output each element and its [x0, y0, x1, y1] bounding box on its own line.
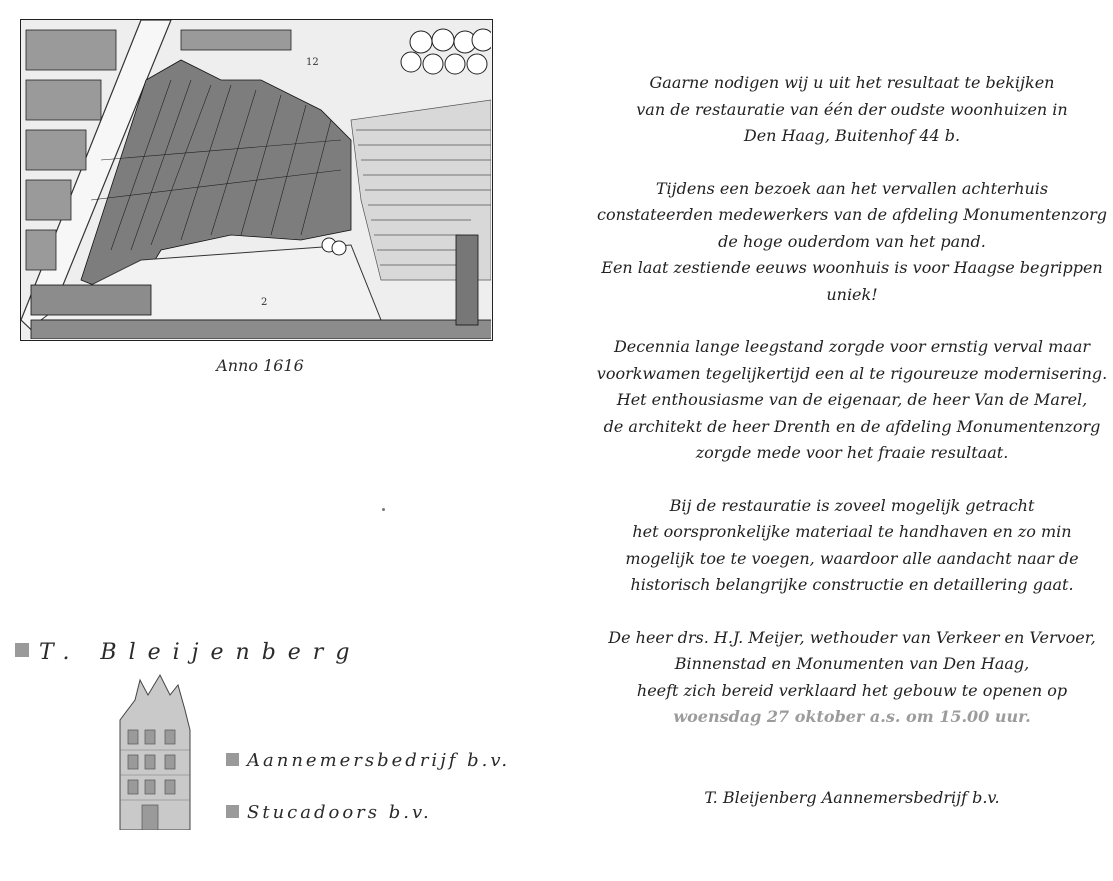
division-label: Stucadoors b.v.	[247, 802, 432, 823]
division-stucadoors	[226, 802, 432, 823]
invitation-paragraph-4	[592, 493, 1112, 599]
text-line: uniek!	[826, 284, 878, 304]
division-label: Aannemersbedrijf b.v.	[247, 750, 511, 771]
text-line: de hoge ouderdom van het pand.	[718, 231, 986, 251]
opening-date: woensdag 27 oktober a.s. om 15.00 uur.	[673, 707, 1031, 726]
text-line: Bij de restauratie is zoveel mogelijk getracht	[669, 495, 1035, 515]
invitation-paragraph-1	[592, 70, 1112, 150]
text-line: van de restauratie van één der oudste woonhuizen in	[636, 99, 1068, 119]
map-caption: Anno 1616	[216, 356, 304, 375]
square-bullet-icon	[226, 805, 239, 818]
text-line: de architekt de heer Drenth en de afdeling Monumentenzorg	[603, 416, 1101, 436]
text-line: De heer drs. H.J. Meijer, wethouder van Verkeer en Vervoer,	[608, 627, 1096, 647]
map-label-2: 2	[261, 297, 268, 308]
text-line: Gaarne nodigen wij u uit het resultaat te bekijken	[649, 73, 1055, 92]
historic-map-image	[20, 19, 493, 341]
text-line: Tijdens een bezoek aan het vervallen achterhuis	[655, 178, 1049, 198]
signature: T. Bleijenberg Aannemersbedrijf b.v.	[704, 788, 1000, 807]
text-line: Het enthousiasme van de eigenaar, de heer Van de Marel,	[616, 390, 1088, 409]
text-line: zorgde mede voor het fraaie resultaat.	[695, 443, 1009, 462]
text-line: constateerden medewerkers van de afdeling Monumentenzorg	[597, 205, 1107, 224]
invitation-paragraph-3	[592, 334, 1112, 467]
building-sketch-image	[110, 670, 195, 830]
map-label-12: 12	[306, 57, 319, 68]
square-bullet-icon	[226, 753, 239, 766]
company-name	[15, 640, 361, 665]
text-line: Een laat zestiende eeuws woonhuis is voor Haagse begrippen	[601, 258, 1103, 277]
text-line: het oorspronkelijke materiaal te handhaven en zo min	[632, 522, 1072, 541]
text-line: heeft zich bereid verklaard het gebouw te openen op	[636, 680, 1068, 700]
division-aannemersbedrijf	[226, 750, 510, 771]
text-line: mogelijk toe te voegen, waardoor alle aandacht naar de	[625, 548, 1079, 568]
text-line: Decennia lange leegstand zorgde voor ernstig verval maar	[613, 337, 1091, 356]
invitation-text	[592, 70, 1112, 757]
text-line: Binnenstad en Monumenten van Den Haag,	[674, 654, 1030, 673]
text-line: voorkwamen tegelijkertijd een al te rigoureuze modernisering.	[596, 363, 1108, 383]
invitation-paragraph-5	[592, 625, 1112, 731]
square-bullet-icon	[15, 643, 29, 657]
text-line: historisch belangrijke constructie en detaillering gaat.	[630, 575, 1074, 594]
scan-speck	[382, 508, 385, 511]
company-name-text: T. Bleijenberg	[39, 640, 362, 665]
invitation-paragraph-2	[592, 176, 1112, 309]
text-line: Den Haag, Buitenhof 44 b.	[743, 126, 961, 145]
